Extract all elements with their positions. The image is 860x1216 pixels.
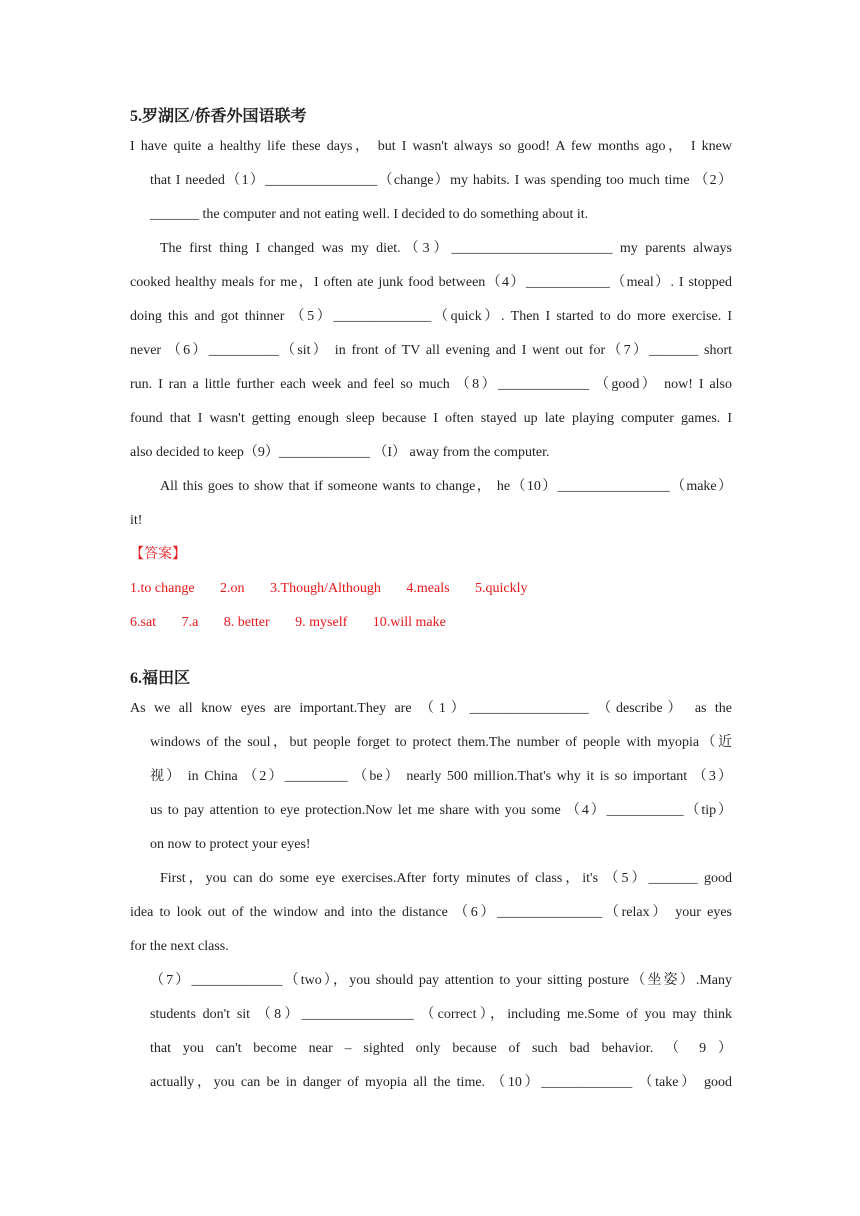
section-6-line-4: us to pay attention to eye protection.Now let me share with you some （4）___________（tip）	[150, 803, 732, 818]
answer-item: 9. myself	[295, 615, 348, 630]
section-6-line-9: （7）_____________（two），you should pay attention to your sitting posture（坐姿）.Many	[150, 973, 732, 988]
section-5-line-12: it!	[130, 513, 143, 528]
section-6-line-3: 视） in China （2）_________ （be） nearly 500 million.That's why it is so important （3）	[150, 769, 732, 784]
section-6-line-1: As we all know eyes are important.They are （1）_________________ （describe） as the	[130, 701, 732, 716]
answer-item: 4.meals	[406, 581, 450, 596]
section-6-line-12: actually，you can be in danger of myopia all the time. （10）_____________ （take） good	[150, 1075, 732, 1090]
section-5-line-4: The first thing I changed was my diet.（3）_______________________ my parents always	[160, 241, 732, 256]
answer-item: 7.a	[181, 615, 199, 630]
answer-item: 1.to change	[130, 581, 195, 596]
section-5-line-3: _______ the computer and not eating well. I decided to do something about it.	[150, 207, 589, 222]
section-5-line-7: never （6）__________（sit） in front of TV all evening and I went out for（7）_______ short	[130, 343, 732, 358]
section-5-line-10: also decided to keep（9）_____________ （I） away from the computer.	[130, 445, 550, 460]
section-5-line-1: I have quite a healthy life these days， but I wasn't always so good! A few months ago， I knew	[130, 139, 732, 154]
section-6-line-7: idea to look out of the window and into the distance （6）_______________（relax） your eyes	[130, 905, 732, 920]
section-5-line-11: All this goes to show that if someone wants to change， he（10）________________（make）	[160, 479, 732, 494]
section-6-line-2: windows of the soul，but people forget to protect them.The number of people with myopia（近	[150, 735, 732, 750]
answer-item: 3.Though/Although	[270, 581, 381, 596]
answer-item: 6.sat	[130, 615, 157, 630]
answers-row-2	[130, 606, 732, 640]
answers-row-1	[130, 572, 732, 606]
section-6-line-5: on now to protect your eyes!	[150, 837, 311, 852]
section-6-line-6: First，you can do some eye exercises.After forty minutes of class，it's （5）_______ good	[160, 871, 732, 886]
section-5-title: 5.罗湖区/侨香外国语联考	[130, 108, 307, 125]
section-5-line-2: that I needed（1）________________（change）my habits. I was spending too much time （2）	[150, 173, 732, 188]
section-6-title: 6.福田区	[130, 670, 191, 687]
section-5-line-8: run. I ran a little further each week and feel so much （8）_____________ （good） now! I also	[130, 377, 732, 392]
section-6-line-10: students don't sit （8）________________ （correct），including me.Some of you may think	[150, 1007, 732, 1022]
answer-item: 8. better	[223, 615, 270, 630]
answer-item: 10.will make	[372, 615, 446, 630]
answer-item: 2.on	[220, 581, 245, 596]
section-6-line-8: for the next class.	[130, 939, 229, 954]
answer-item: 5.quickly	[475, 581, 528, 596]
answer-label: 【答案】	[130, 547, 186, 562]
section-5-line-9: found that I wasn't getting enough sleep because I often stayed up late playing computer games. I	[130, 411, 732, 426]
section-5-line-6: doing this and got thinner （5）______________（quick）. Then I started to do more exercise. I	[130, 309, 732, 324]
section-6-line-11: that you can't become near – sighted only because of such bad behavior. （ 9 ）	[150, 1041, 732, 1056]
document-page	[130, 104, 732, 1100]
section-5-line-5: cooked healthy meals for me，I often ate junk food between（4）____________（meal）. I stopped	[130, 275, 732, 290]
